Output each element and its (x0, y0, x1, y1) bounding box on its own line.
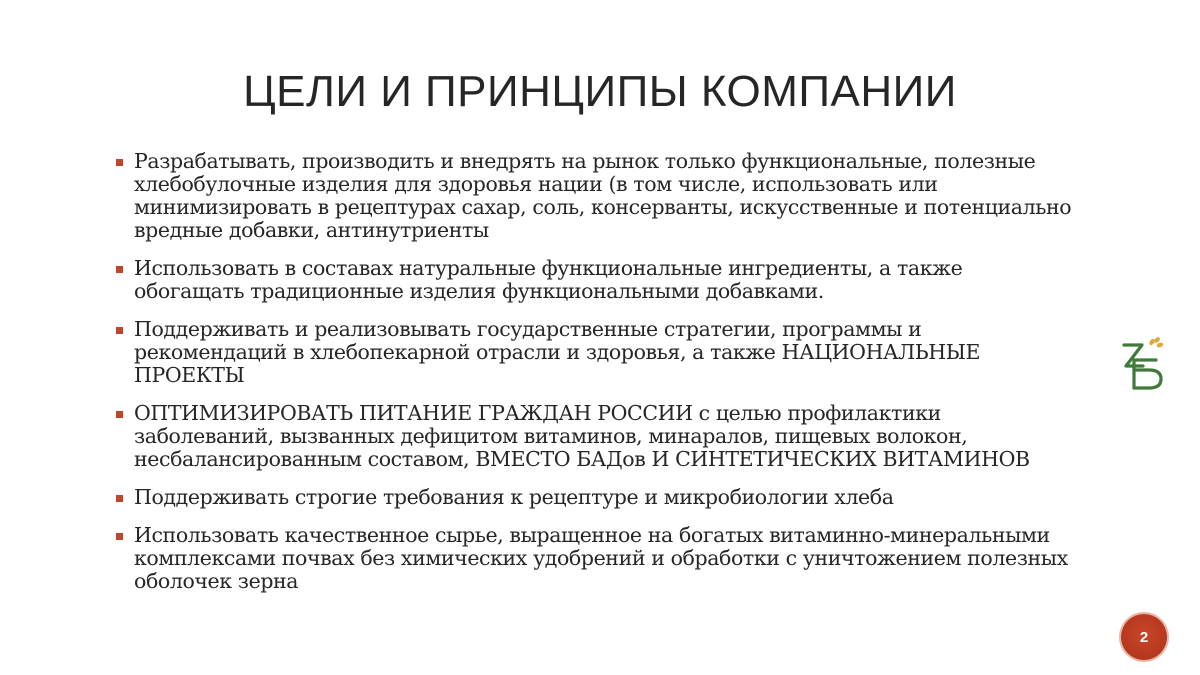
bullet-list (116, 150, 1076, 608)
bullet-text: Разрабатывать, производить и внедрять на рынок только функциональные, полезные хлебобулочные изделия для здоровья нации (в том числе, использовать или минимизировать в рецептурах сахар, соль, консерванты, искусственные и потенциально вредные добавки, антинутриенты (134, 149, 1072, 242)
company-logo-icon (1118, 336, 1172, 392)
bullet-item (116, 257, 1076, 303)
bullet-text: ОПТИМИЗИРОВАТЬ ПИТАНИЕ ГРАЖДАН РОССИИ с целью профилактики заболеваний, вызванных дефицитом витаминов, минаралов, пищевых волокон, несбалансированным составом, ВМЕСТО БАДов И СИНТЕТИЧЕСКИХ ВИТАМИНОВ (134, 401, 1030, 471)
bullet-marker-icon (116, 327, 123, 334)
bullet-marker-icon (116, 533, 123, 540)
bullet-marker-icon (116, 495, 123, 502)
bullet-text: Использовать качественное сырье, выращенное на богатых витаминно-минеральными комплексами почвах без химических удобрений и обработки с уничтожением полезных оболочек зерна (134, 523, 1068, 593)
bullet-item (116, 486, 1076, 509)
bullet-text: Поддерживать строгие требования к рецептуре и микробиологии хлеба (134, 485, 894, 509)
slide-title: ЦЕЛИ И ПРИНЦИПЫ КОМПАНИИ (243, 67, 957, 116)
bullet-item (116, 524, 1076, 593)
bullet-marker-icon (116, 159, 123, 166)
bullet-item (116, 150, 1076, 242)
bullet-item (116, 318, 1076, 387)
bullet-text: Использовать в составах натуральные функциональные ингредиенты, а также обогащать традиционные изделия функциональными добавками. (134, 256, 963, 303)
bullet-text: Поддерживать и реализовывать государственные стратегии, программы и рекомендаций в хлебопекарной отрасли и здоровья, а также НАЦИОНАЛЬНЫЕ ПРОЕКТЫ (134, 317, 981, 387)
page-number-badge (1121, 614, 1167, 660)
bullet-marker-icon (116, 411, 123, 418)
page-number: 2 (1139, 628, 1149, 646)
bullet-item (116, 402, 1076, 471)
bullet-marker-icon (116, 266, 123, 273)
